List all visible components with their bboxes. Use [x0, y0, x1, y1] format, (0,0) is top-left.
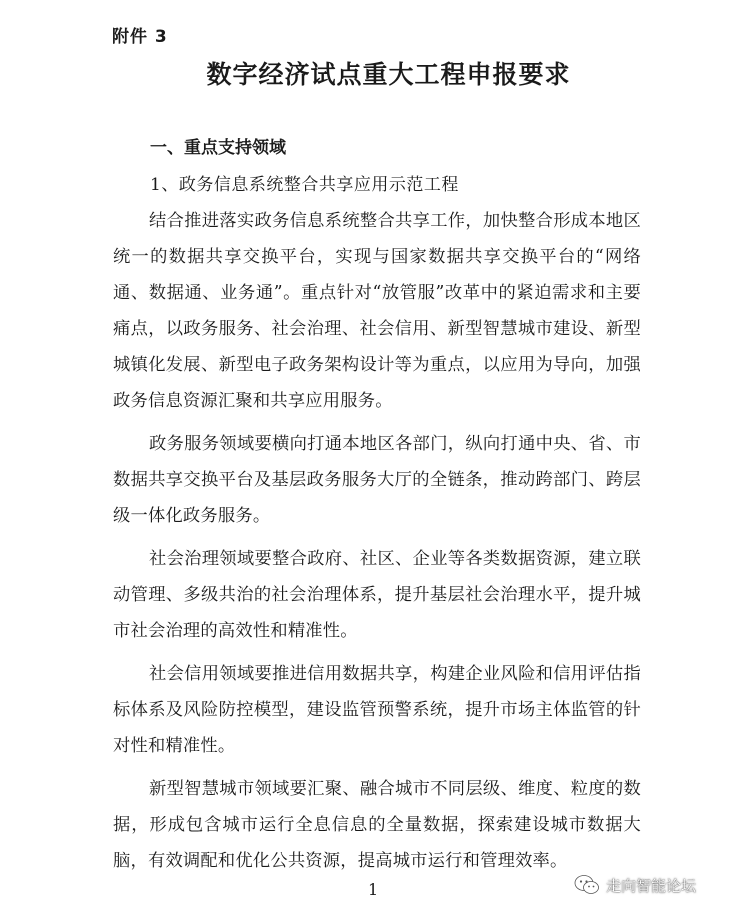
wechat-icon	[574, 874, 600, 896]
paragraph: 社会信用领域要推进信用数据共享，构建企业风险和信用评估指标体系及风险防控模型，建设监管预警系统，提升市场主体监管的针对性和精准性。	[113, 664, 641, 756]
attachment-label: 附件 3	[112, 27, 168, 47]
document-title: 数字经济试点重大工程申报要求	[206, 60, 571, 89]
page-number: 1	[368, 880, 379, 899]
paragraph: 政务服务领域要横向打通本地区各部门，纵向打通中央、省、市数据共享交换平台及基层政务服务大厅的全链条，推动跨部门、跨层级一体化政务服务。	[113, 434, 641, 526]
watermark	[574, 874, 696, 896]
paragraph: 结合推进落实政务信息系统整合共享工作，加快整合形成本地区统一的数据共享交换平台，实现与国家数据共享交换平台的“网络通、数据通、业务通”。重点针对“放管服”改革中的紧迫需求和主要痛点，以政务服务、社会治理、社会信用、新型智慧城市建设、新型城镇化发展、新型电子政务架构设计等为重点，以应用为导向，加强政务信息资源汇聚和共享应用服务。	[113, 211, 641, 411]
watermark-text: 走向智能论坛	[606, 876, 697, 895]
paragraph: 新型智慧城市领域要汇聚、融合城市不同层级、维度、粒度的数据，形成包含城市运行全息信息的全量数据，探索建设城市数据大脑，有效调配和优化公共资源，提高城市运行和管理效率。	[113, 779, 641, 871]
section-heading: 一、重点支持领域	[150, 138, 286, 158]
subsection-heading: 1、政务信息系统整合共享应用示范工程	[150, 175, 459, 195]
paragraph: 社会治理领域要整合政府、社区、企业等各类数据资源，建立联动管理、多级共治的社会治理体系，提升基层社会治理水平，提升城市社会治理的高效性和精准性。	[113, 549, 641, 641]
body-text	[113, 203, 641, 879]
